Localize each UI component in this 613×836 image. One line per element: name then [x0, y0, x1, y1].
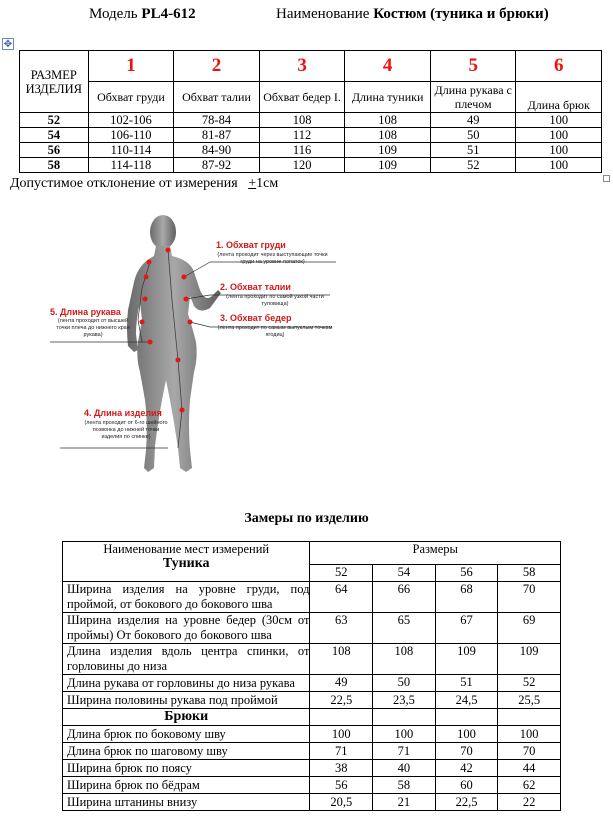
- name-header-text: Наименование мест измерений: [103, 542, 270, 556]
- value-cell: 22,5: [310, 692, 373, 709]
- size-cell: 56: [20, 143, 89, 158]
- section-pants-label: Брюки: [63, 709, 310, 726]
- value-cell: 49: [310, 675, 373, 692]
- value-cell: 109: [345, 143, 431, 158]
- column-number: 2: [174, 51, 260, 82]
- table-row: [63, 777, 561, 794]
- value-cell: 71: [310, 743, 373, 760]
- value-cell: 109: [498, 644, 561, 675]
- callout-title: 5. Длина рукава: [50, 307, 121, 317]
- value-cell: 100: [516, 113, 602, 128]
- product-name-value: Костюм (туника и брюки): [373, 6, 549, 22]
- table-move-icon[interactable]: ✥: [3, 39, 13, 50]
- callout-note: (лента проходит от 6-го шейного позвонка до нижней точки изделия по спинке): [84, 420, 168, 440]
- row-name: Ширина изделия на уровне груди, под проймой, от бокового до бокового шва: [63, 582, 310, 613]
- section-tunic-label: Туника: [162, 556, 210, 571]
- model-heading: [89, 6, 196, 23]
- size-col-header: 56: [435, 565, 498, 582]
- column-number: 3: [259, 51, 345, 82]
- table-row: [20, 158, 602, 173]
- value-cell: 102-106: [88, 113, 174, 128]
- value-cell: 66: [373, 582, 436, 613]
- column-label: Обхват бедер I.: [259, 82, 345, 113]
- value-cell: 50: [373, 675, 436, 692]
- column-number: 6: [516, 51, 602, 82]
- tolerance-note: [10, 176, 278, 192]
- value-cell: 108: [310, 644, 373, 675]
- value-cell: 100: [310, 726, 373, 743]
- value-cell: 108: [259, 113, 345, 128]
- row-name: Ширина изделия на уровне бедер (30см от проймы) От бокового до бокового шва: [63, 613, 310, 644]
- size-col-header: 58: [498, 565, 561, 582]
- model-label: Модель: [89, 6, 138, 22]
- value-cell: 100: [435, 726, 498, 743]
- size-cell: 52: [20, 113, 89, 128]
- table-row: [20, 113, 602, 128]
- measurements-name-header: [63, 542, 310, 582]
- value-cell: 63: [310, 613, 373, 644]
- value-cell: 65: [373, 613, 436, 644]
- table-row: [63, 726, 561, 743]
- row-name: Длина брюк по шаговому шву: [63, 743, 310, 760]
- tolerance-text: Допустимое отклонение от измерения: [10, 176, 238, 191]
- value-cell: 78-84: [174, 113, 260, 128]
- sizes-header: Размеры: [310, 542, 561, 565]
- column-label: Длина брюк: [516, 82, 602, 113]
- row-name: Длина брюк по боковому шву: [63, 726, 310, 743]
- value-cell: 71: [373, 743, 436, 760]
- column-label: Обхват груди: [88, 82, 174, 113]
- row-name: Ширина брюк по бёдрам: [63, 777, 310, 794]
- measurements-table: [62, 541, 561, 811]
- size-header: РАЗМЕР ИЗДЕЛИЯ: [20, 51, 89, 113]
- value-cell: 70: [435, 743, 498, 760]
- table-resize-handle-icon[interactable]: [603, 175, 610, 182]
- column-label: Обхват талии: [174, 82, 260, 113]
- table-row: [63, 613, 561, 644]
- value-cell: 84-90: [174, 143, 260, 158]
- row-name: Длина изделия вдоль центра спинки, от горловины до низа: [63, 644, 310, 675]
- value-cell: 21: [373, 794, 436, 811]
- row-name: Длина рукава от горловины до низа рукава: [63, 675, 310, 692]
- value-cell: 20,5: [310, 794, 373, 811]
- value-cell: 62: [498, 777, 561, 794]
- row-name: Ширина штанины внизу: [63, 794, 310, 811]
- value-cell: 100: [373, 726, 436, 743]
- value-cell: 108: [345, 113, 431, 128]
- column-number: 4: [345, 51, 431, 82]
- value-cell: 52: [430, 158, 516, 173]
- value-cell: 100: [516, 158, 602, 173]
- callout-title: 3. Обхват бедер: [220, 313, 292, 323]
- value-cell: 70: [498, 743, 561, 760]
- value-cell: 68: [435, 582, 498, 613]
- measurements-title: Замеры по изделию: [244, 511, 369, 526]
- value-cell: 49: [430, 113, 516, 128]
- value-cell: 100: [516, 128, 602, 143]
- value-cell: 109: [345, 158, 431, 173]
- value-cell: 106-110: [88, 128, 174, 143]
- size-table: [19, 50, 602, 173]
- value-cell: 23,5: [373, 692, 436, 709]
- value-cell: 56: [310, 777, 373, 794]
- value-cell: 50: [430, 128, 516, 143]
- row-name: Ширина половины рукава под проймой: [63, 692, 310, 709]
- callout-note: (лента проходит по самой узкой части туловища): [226, 294, 324, 307]
- section-row: [63, 709, 561, 726]
- value-cell: 120: [259, 158, 345, 173]
- column-label: Длина рукава с плечом: [430, 82, 516, 113]
- value-cell: 58: [373, 777, 436, 794]
- size-cell: 58: [20, 158, 89, 173]
- callout-title: 2. Обхват талии: [220, 282, 291, 292]
- callout-note: (лента проходит по самым выпуклым точкам ягодиц): [217, 325, 333, 338]
- tolerance-value: 1см: [256, 176, 279, 191]
- measurement-figure: [50, 210, 350, 485]
- table-row: [63, 692, 561, 709]
- product-name-label: Наименование: [276, 6, 370, 22]
- size-cell: 54: [20, 128, 89, 143]
- table-row: [63, 760, 561, 777]
- value-cell: 87-92: [174, 158, 260, 173]
- table-row: [20, 143, 602, 158]
- column-number: 5: [430, 51, 516, 82]
- value-cell: 110-114: [88, 143, 174, 158]
- callout-title: 1. Обхват груди: [216, 240, 286, 250]
- value-cell: 42: [435, 760, 498, 777]
- value-cell: 116: [259, 143, 345, 158]
- callout-title: 4. Длина изделия: [84, 408, 162, 418]
- value-cell: 108: [345, 128, 431, 143]
- table-row: [20, 128, 602, 143]
- size-col-header: 52: [310, 565, 373, 582]
- table-row: [63, 794, 561, 811]
- value-cell: 44: [498, 760, 561, 777]
- table-row: [63, 675, 561, 692]
- value-cell: 51: [435, 675, 498, 692]
- value-cell: 60: [435, 777, 498, 794]
- row-name: Ширина брюк по поясу: [63, 760, 310, 777]
- value-cell: 52: [498, 675, 561, 692]
- value-cell: 109: [435, 644, 498, 675]
- table-row: [63, 644, 561, 675]
- column-number: 1: [88, 51, 174, 82]
- product-name-heading: [276, 6, 549, 23]
- tolerance-sign: +: [248, 176, 257, 191]
- value-cell: 22,5: [435, 794, 498, 811]
- value-cell: 100: [498, 726, 561, 743]
- table-row: [63, 743, 561, 760]
- value-cell: 51: [430, 143, 516, 158]
- value-cell: 108: [373, 644, 436, 675]
- value-cell: 100: [516, 143, 602, 158]
- value-cell: 24,5: [435, 692, 498, 709]
- size-col-header: 54: [373, 565, 436, 582]
- table-row: [63, 582, 561, 613]
- value-cell: 25,5: [498, 692, 561, 709]
- value-cell: 22: [498, 794, 561, 811]
- value-cell: 81-87: [174, 128, 260, 143]
- callout-note: (лента проходит от высшей точки плеча до нижнего края рукава): [56, 318, 130, 338]
- value-cell: 70: [498, 582, 561, 613]
- value-cell: 38: [310, 760, 373, 777]
- value-cell: 67: [435, 613, 498, 644]
- value-cell: 112: [259, 128, 345, 143]
- value-cell: 69: [498, 613, 561, 644]
- value-cell: 64: [310, 582, 373, 613]
- callout-note: (лента проходит через выступающие точки груди на уровне лопаток): [217, 252, 328, 265]
- value-cell: 114-118: [88, 158, 174, 173]
- column-label: Длина туники: [345, 82, 431, 113]
- value-cell: 40: [373, 760, 436, 777]
- model-value: PL4-612: [141, 6, 196, 22]
